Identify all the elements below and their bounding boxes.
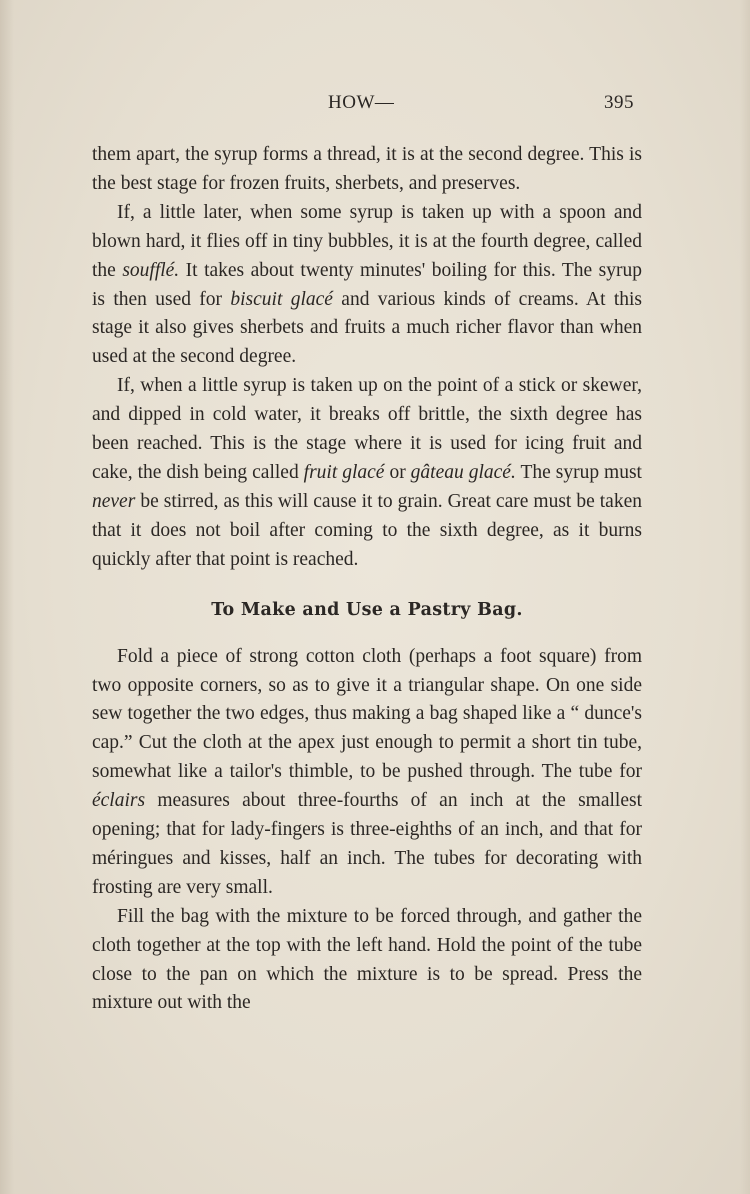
paragraph-pastry-bag (92, 643, 642, 903)
text-run: them apart, the syrup forms a thread, it is at the second degree. This is the best stage for frozen fruits, sherbets, and preserves. (92, 144, 642, 194)
text-run: If, a little later, when some syrup is taken up with a spoon and blown hard, it flies off in tiny bubbles, it is at the fourth degree, called the (92, 201, 642, 281)
text-run: and various kinds of creams. At this stage it also gives sherbets and fruits a much richer flavor than when used at the second degree. (92, 288, 643, 368)
italic-term-fruit-glace: fruit glacé (303, 461, 385, 483)
page-edge-shadow-left (0, 0, 14, 1194)
body-text (92, 141, 642, 1018)
italic-term-biscuit-glace: biscuit glacé (230, 288, 333, 310)
paragraph-fourth-degree (92, 199, 642, 372)
paragraph-continued (92, 141, 642, 199)
text-run: If, when a little syrup is taken up on the point of a stick or skewer, and dipped in cold water, it breaks off brittle, the sixth degree has been reached. This is the stage where it is used for icing fruit and cake, the dish being called (92, 375, 642, 483)
italic-term-souffle: soufflé. (122, 259, 180, 281)
text-run: measures about three-fourths of an inch at the smallest opening; that for lady-fingers is three-eighths of an inch, and that for méringues and kisses, half an inch. The tubes for decorating with frosting are very small. (92, 790, 642, 898)
page-edge-shadow-right (740, 0, 750, 1194)
paragraph-sixth-degree (92, 372, 642, 574)
paragraph-fill-bag (92, 903, 642, 1019)
italic-term-eclairs: éclairs (92, 790, 146, 812)
text-run: Fold a piece of strong cotton cloth (perhaps a foot square) from two opposite corners, so as to give it a triangular shape. On one side sew together the two edges, thus making a bag shaped like a “ dunce's cap.” Cut the cloth at the apex just enough to permit a short tin tube, somewhat like a tailor's thimble, to be pushed through. The tube for (92, 645, 642, 783)
page-number: 395 (604, 92, 634, 113)
italic-term-gateau-glace: gâteau glacé. (410, 461, 516, 483)
text-run: be stirred, as this will cause it to grain. Great care must be taken that it does not boil after coming to the sixth degree, as it burns quickly after that point is reached. (92, 490, 642, 570)
section-heading: To Make and Use a Pastry Bag. (211, 599, 523, 620)
text-run: The syrup must (515, 461, 642, 483)
running-head (92, 92, 642, 122)
text-run: Fill the bag with the mixture to be forced through, and gather the cloth together at the top with the left hand. Hold the point of the tube close to the pan on which the mixture is to be spread. Press the mixture out with the (92, 905, 642, 1014)
running-title: HOW— (328, 92, 395, 113)
italic-term-never: never (92, 490, 136, 512)
text-run: or (384, 461, 411, 483)
text-run: It takes about twenty minutes' boiling for this. The syrup is then used for (92, 259, 642, 310)
